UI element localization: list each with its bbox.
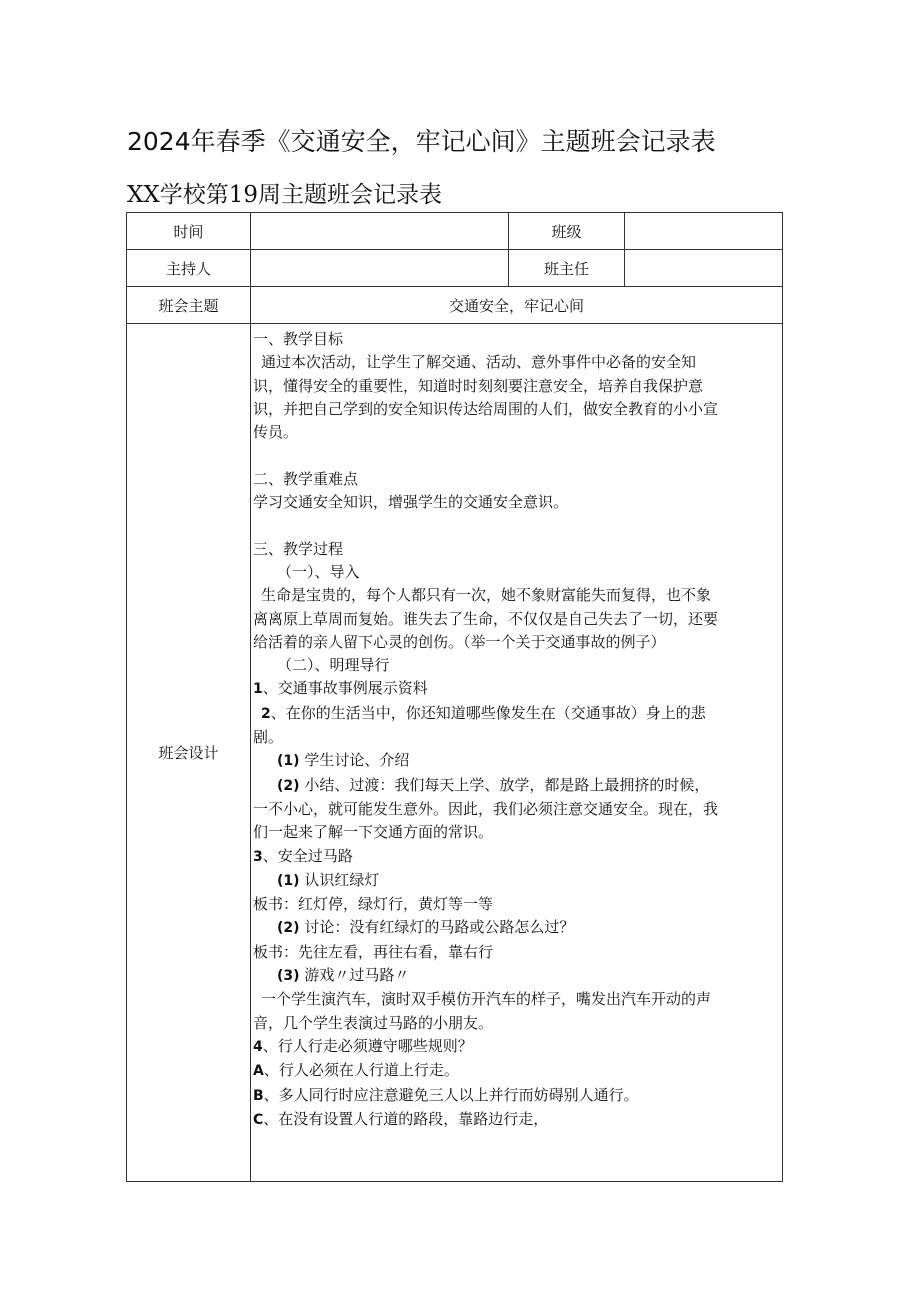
list-item [253, 964, 780, 988]
paragraph-line: 们一起来了解一下交通方面的常识。 [253, 823, 494, 842]
list-item [253, 916, 780, 940]
paragraph-line: 传员。 [253, 423, 299, 442]
item-number: (2) [277, 920, 300, 937]
paragraph-line: 一个学生演汽车，演时双手模仿开汽车的样子，嘴发出汽车开动的声 [261, 990, 712, 1009]
paragraph-line: 一不小心，就可能发生意外。因此，我们必须注意交通安全。现在，我 [253, 799, 719, 818]
section-heading: 一、教学目标 [253, 330, 344, 348]
blank-line [253, 514, 780, 537]
item-text: 认识红绿灯 [304, 870, 380, 889]
time-label: 时间 [127, 213, 251, 250]
blank-line [253, 444, 780, 467]
item-text: 、在你的生活当中，你还知道哪些像发生在（交通事故）身上的悲 [270, 703, 706, 722]
item-text: 、在没有设置人行道的路段，靠路边行走， [263, 1109, 549, 1128]
paragraph-line: 识，懂得安全的重要性，知道时时刻刻要注意安全，培养自我保护意 [253, 376, 704, 395]
item-text: 小结、过渡：我们每天上学、放学，都是路上最拥挤的时候， [304, 775, 710, 794]
list-item [253, 702, 780, 726]
design-label: 班会设计 [127, 324, 251, 1182]
meeting-record-table [126, 212, 783, 1182]
item-text: 、行人必须在人行道上行走。 [263, 1061, 459, 1080]
item-text: 、交通事故事例展示资料 [262, 679, 428, 698]
teacher-label: 班主任 [509, 250, 625, 287]
item-number: (2) [277, 777, 300, 794]
list-item [253, 677, 780, 701]
host-label: 主持人 [127, 250, 251, 287]
theme-label: 班会主题 [127, 287, 251, 324]
item-text: 学生讨论、介绍 [304, 751, 410, 770]
board-note: 板书：红灯停，绿灯行，黄灯等一等 [253, 895, 494, 914]
board-note: 板书：先往左看，再往右看，靠右行 [253, 942, 494, 961]
item-letter: A [253, 1063, 264, 1080]
item-number: 1 [253, 681, 263, 698]
paragraph-line: 学习交通安全知识，增强学生的交通安全意识。 [253, 493, 569, 512]
time-value[interactable] [251, 213, 509, 250]
section-heading: 二、教学重难点 [253, 469, 359, 488]
section-heading: 三、教学过程 [253, 539, 344, 558]
design-content [251, 324, 783, 1182]
paragraph-line: 剧。 [253, 728, 284, 747]
item-number: (3) [277, 968, 300, 985]
item-text: 、行人行走必须遵守哪些规则？ [262, 1036, 473, 1055]
list-item [253, 1035, 780, 1059]
item-text: 讨论：没有红绿灯的马路或公路怎么过？ [304, 918, 575, 937]
list-item [253, 1084, 780, 1108]
item-number: 2 [261, 705, 271, 722]
list-item [253, 845, 780, 869]
paragraph-line: 音，几个学生表演过马路的小朋友。 [253, 1013, 494, 1032]
class-label: 班级 [509, 213, 625, 250]
item-number: 4 [253, 1038, 263, 1055]
item-text: 、多人同行时应注意避免三人以上并行而妨碍别人通行。 [263, 1085, 639, 1104]
table-row [127, 287, 783, 324]
item-number: (1) [277, 753, 300, 770]
class-value[interactable] [625, 213, 783, 250]
list-item [253, 749, 780, 773]
paragraph-line: 识，并把自己学到的安全知识传达给周围的人们，做安全教育的小小宣 [253, 399, 719, 418]
list-item [253, 1059, 780, 1083]
paragraph-line: 生命是宝贵的，每个人都只有一次，她不象财富能失而复得，也不象 [261, 586, 712, 605]
table-row [127, 324, 783, 1182]
host-value[interactable] [251, 250, 509, 287]
item-letter: B [253, 1087, 264, 1104]
item-text: 、安全过马路 [262, 846, 353, 865]
theme-value: 交通安全，牢记心间 [251, 287, 783, 324]
list-item [253, 774, 780, 798]
paragraph-line: 离离原上草周而复始。谁失去了生命，不仅仅是自己失去了一切，还要 [253, 609, 719, 628]
table-row [127, 213, 783, 250]
item-number: (1) [277, 872, 300, 889]
page-title: 2024年春季《交通安全，牢记心间》主题班会记录表 [127, 127, 716, 156]
record-subtitle: XX学校第19周主题班会记录表 [127, 182, 443, 208]
item-text: 游戏〃过马路〃 [304, 966, 410, 985]
list-item [253, 1108, 780, 1132]
list-item [253, 869, 780, 893]
teacher-value[interactable] [625, 250, 783, 287]
table-row [127, 250, 783, 287]
subsection-heading: （一）、导入 [277, 562, 360, 581]
paragraph-line: 给活着的亲人留下心灵的创伤。（举一个关于交通事故的例子） [253, 632, 666, 651]
item-number: 3 [253, 848, 263, 865]
subsection-heading: （二）、明理导行 [277, 656, 390, 675]
paragraph-line: 通过本次活动，让学生了解交通、活动、意外事件中必备的安全知 [261, 353, 697, 372]
item-letter: C [253, 1111, 264, 1128]
